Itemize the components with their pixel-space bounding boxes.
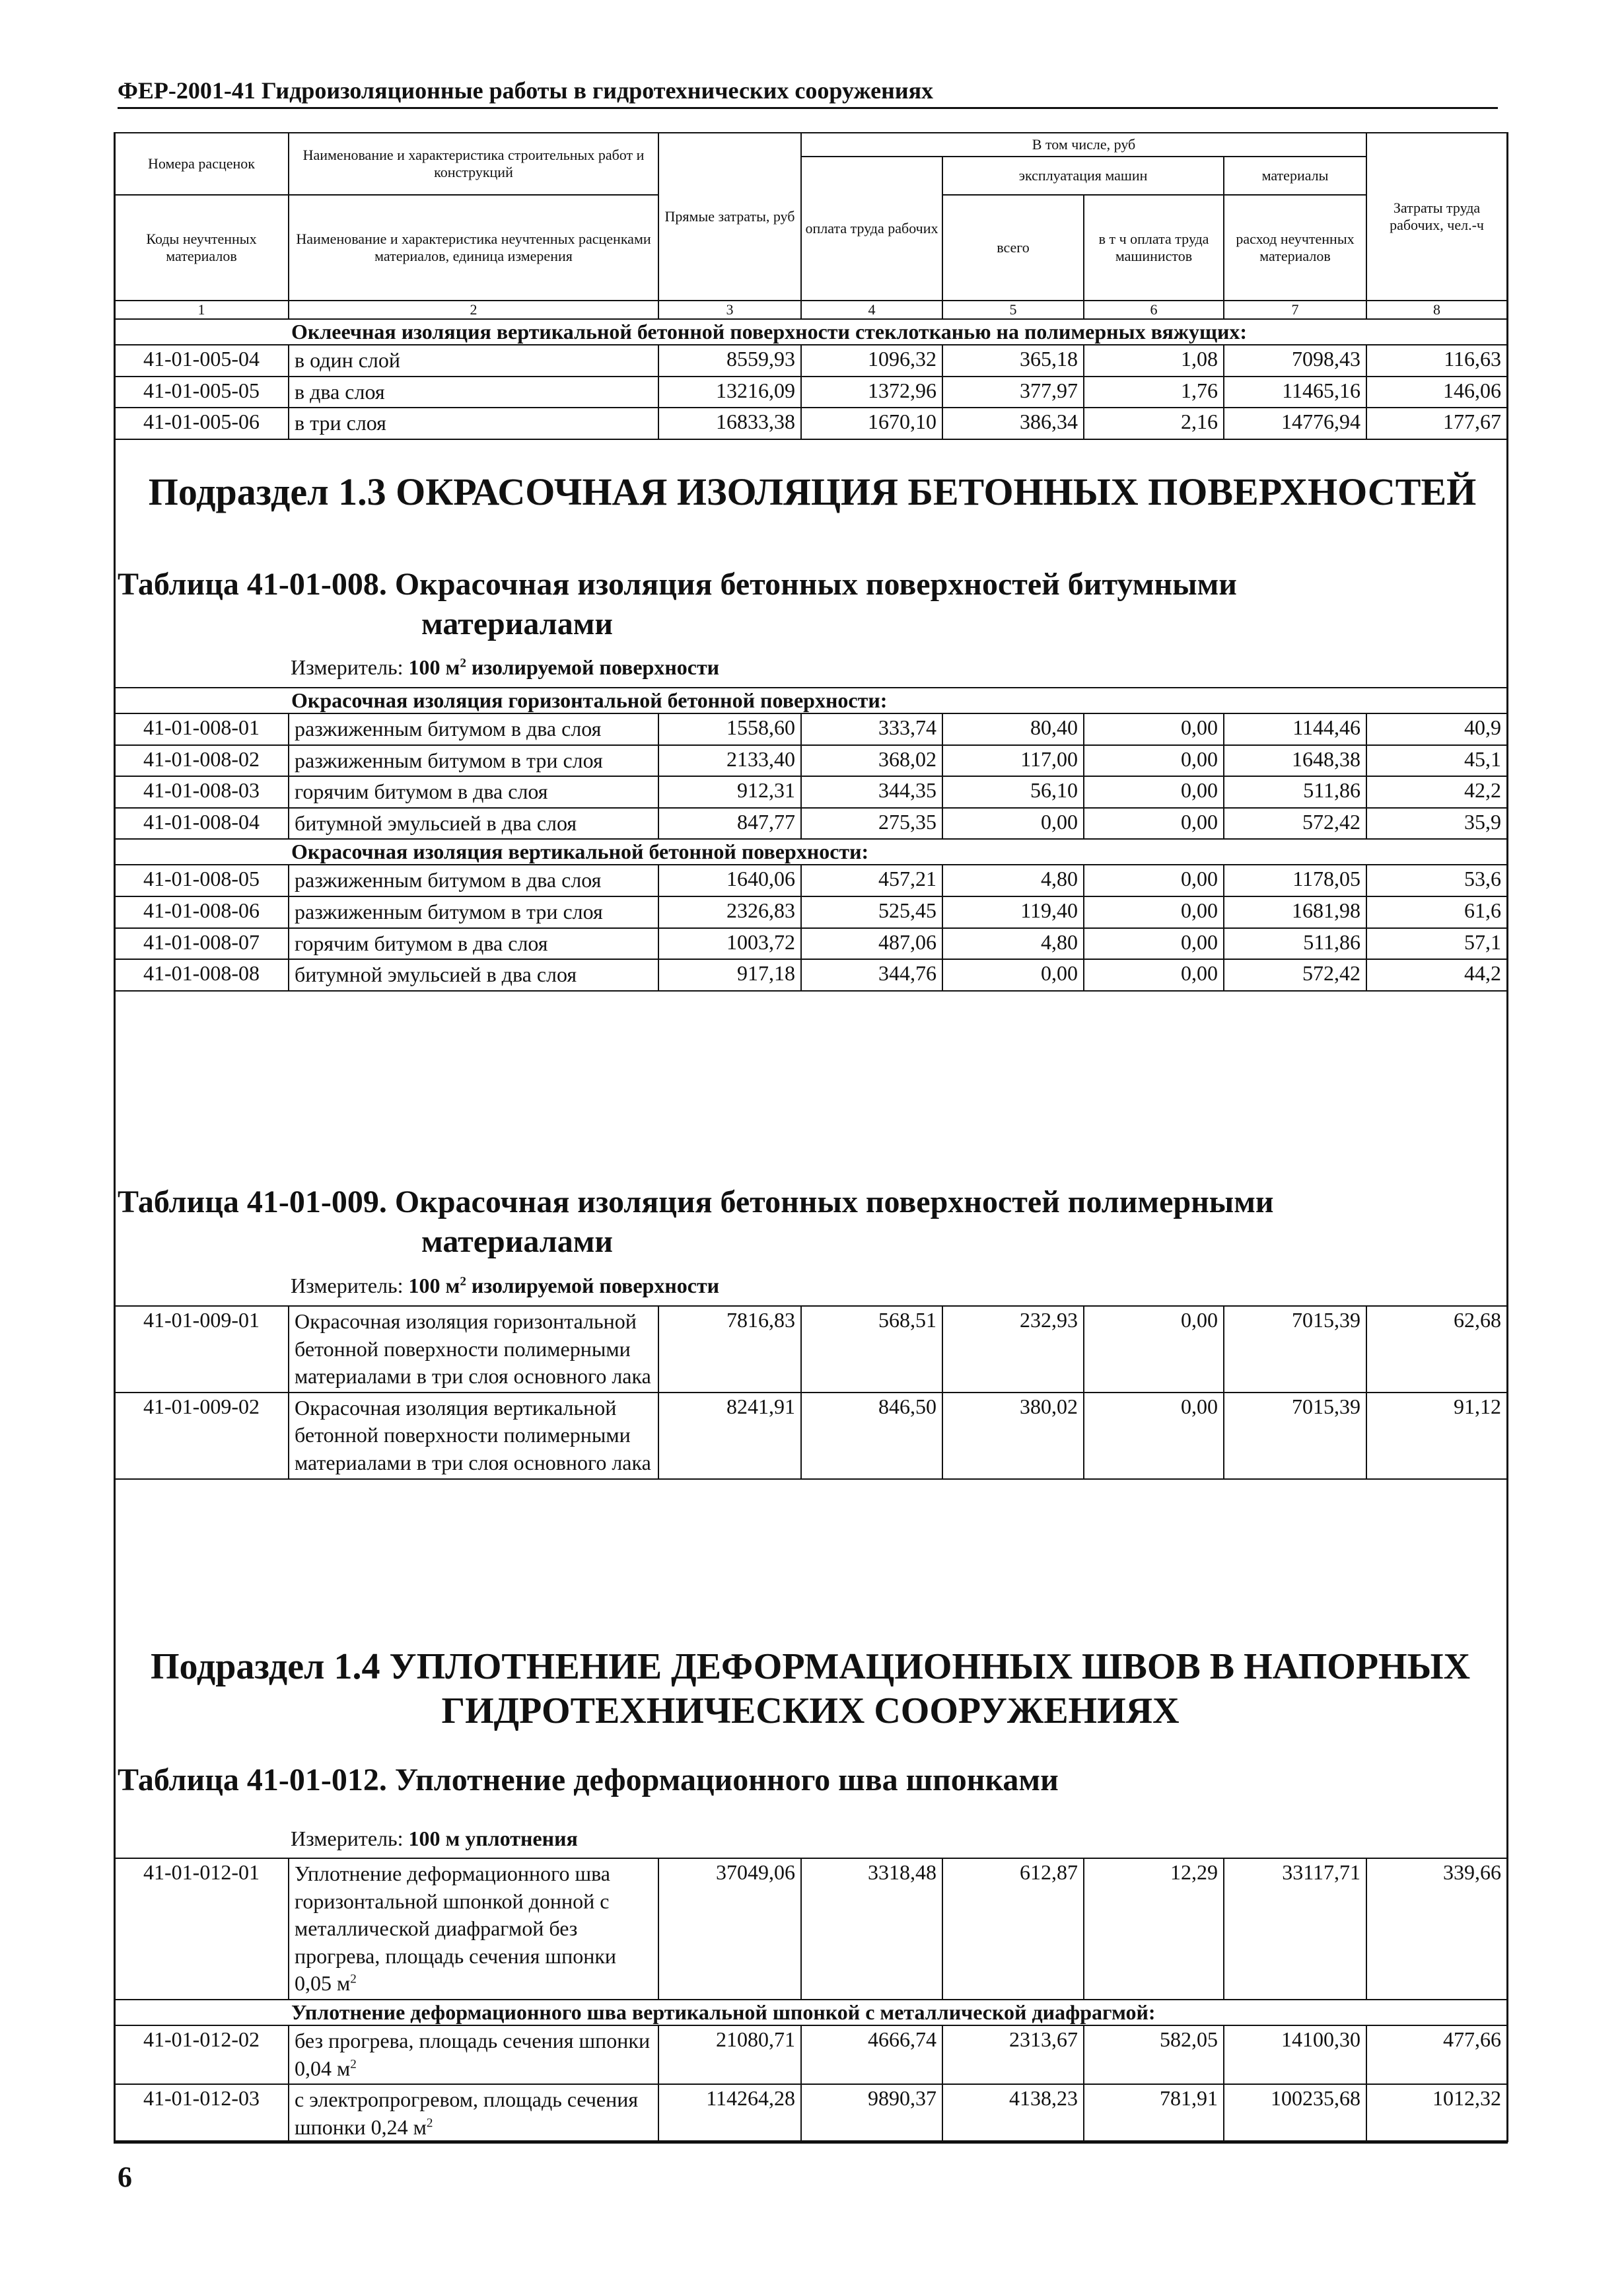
- cell-value: 14100,30: [1224, 2025, 1366, 2084]
- page-number: 6: [118, 2161, 132, 2193]
- cell-value: 0,00: [1084, 1393, 1224, 1479]
- cell-value: 1670,10: [801, 408, 942, 439]
- cell-value: 339,66: [1366, 1858, 1507, 2000]
- table-row: [114, 959, 1507, 991]
- table-row: [114, 1306, 1507, 1393]
- cell-value: 386,34: [942, 408, 1084, 439]
- meter-label: [291, 1827, 578, 1851]
- table-012: [114, 1858, 1508, 2144]
- section-title: Подраздел 1.3 ОКРАСОЧНАЯ ИЗОЛЯЦИЯ БЕТОННЫХ ПОВЕРХНОСТЕЙ: [148, 470, 1477, 513]
- table-row: [114, 776, 1507, 808]
- cell-value: 2313,67: [942, 2025, 1084, 2084]
- cell-value: 62,68: [1366, 1306, 1507, 1393]
- cell-value: 0,00: [1084, 865, 1224, 896]
- cell-value: 91,12: [1366, 1393, 1507, 1479]
- cell-value: 12,29: [1084, 1858, 1224, 2000]
- cell-value: 2133,40: [658, 745, 801, 777]
- column-number: 4: [801, 301, 942, 319]
- col-header-material-names: Наименование и характеристика неучтенных расценками материалов, единица измерения: [289, 195, 658, 301]
- cell-value: 0,00: [1084, 745, 1224, 777]
- cell-value: 275,35: [801, 808, 942, 840]
- rate-name: горячим битумом в два слоя: [289, 928, 658, 960]
- column-number: 6: [1084, 301, 1224, 319]
- cell-value: 917,18: [658, 959, 801, 991]
- column-number: 1: [114, 301, 289, 319]
- rate-code: 41-01-005-05: [114, 377, 289, 408]
- cell-value: 44,2: [1366, 959, 1507, 991]
- col-header-labor: Затраты труда рабочих, чел.-ч: [1366, 133, 1507, 301]
- cell-value: 146,06: [1366, 377, 1507, 408]
- meter-label: [291, 655, 719, 680]
- cell-value: 119,40: [942, 896, 1084, 928]
- cell-value: 56,10: [942, 776, 1084, 808]
- table-row: [114, 928, 1507, 960]
- header-table: [114, 132, 1508, 440]
- cell-value: 365,18: [942, 345, 1084, 377]
- cell-value: 114264,28: [658, 2084, 801, 2143]
- page-header: ФЕР-2001-41 Гидроизоляционные работы в гидротехнических сооружениях: [118, 78, 1498, 109]
- cell-value: 1558,60: [658, 713, 801, 745]
- cell-value: 525,45: [801, 896, 942, 928]
- cell-value: 0,00: [1084, 1306, 1224, 1393]
- cell-value: 7015,39: [1224, 1306, 1366, 1393]
- cell-value: 344,35: [801, 776, 942, 808]
- table-title-line: материалами: [421, 606, 614, 641]
- col-header-material-codes: Коды неучтенных материалов: [114, 195, 289, 301]
- column-numbers-row: [114, 301, 1507, 319]
- cell-value: 0,00: [942, 959, 1084, 991]
- rate-name: в два слоя: [289, 377, 658, 408]
- rate-code: 41-01-012-02: [114, 2025, 289, 2084]
- rate-code: 41-01-008-05: [114, 865, 289, 896]
- rate-name-sup: 2: [350, 1972, 357, 1986]
- rate-code: 41-01-012-01: [114, 1858, 289, 2000]
- rate-name: Окрасочная изоляция вертикальной бетонной поверхности полимерными материалами в три слоя основного лака: [289, 1393, 658, 1479]
- column-number: 2: [289, 301, 658, 319]
- cell-value: 0,00: [1084, 713, 1224, 745]
- cell-value: 3318,48: [801, 1858, 942, 2000]
- cell-value: 380,02: [942, 1393, 1084, 1479]
- rate-name: горячим битумом в два слоя: [289, 776, 658, 808]
- table-row: [114, 345, 1507, 377]
- rate-name: [289, 2025, 658, 2084]
- col-header-worker-pay: оплата труда рабочих: [801, 157, 942, 301]
- column-number: 8: [1366, 301, 1507, 319]
- section-title-line: Подраздел 1.4 УПЛОТНЕНИЕ ДЕФОРМАЦИОННЫХ ШВОВ В НАПОРНЫХ: [150, 1646, 1471, 1687]
- cell-value: 1,76: [1084, 377, 1224, 408]
- table-row: [114, 408, 1507, 439]
- table-row: [114, 2025, 1507, 2084]
- group-heading: Окрасочная изоляция горизонтальной бетонной поверхности:: [289, 688, 1507, 713]
- cell-value: 1144,46: [1224, 713, 1366, 745]
- table-row: [114, 377, 1507, 408]
- cell-value: 57,1: [1366, 928, 1507, 960]
- meter-value: 100 м уплотнения: [408, 1827, 578, 1850]
- cell-value: 35,9: [1366, 808, 1507, 840]
- cell-value: 568,51: [801, 1306, 942, 1393]
- cell-value: 781,91: [1084, 2084, 1224, 2143]
- cell-value: 0,00: [942, 808, 1084, 840]
- rate-name-text: Уплотнение деформационного шва горизонтальной шпонкой донной с металлической диафрагмой без прогрева, площадь сечения шпонки 0,05 м: [295, 1862, 616, 1996]
- rate-code: 41-01-012-03: [114, 2084, 289, 2143]
- table-row: [114, 1393, 1507, 1479]
- rate-name: разжиженным битумом в два слоя: [289, 713, 658, 745]
- cell-value: 344,76: [801, 959, 942, 991]
- cell-value: 9890,37: [801, 2084, 942, 2143]
- cell-value: 1,08: [1084, 345, 1224, 377]
- cell-value: 7816,83: [658, 1306, 801, 1393]
- col-header-incl: В том числе, руб: [801, 133, 1366, 157]
- meter-value: 100 м: [408, 655, 460, 679]
- cell-value: 53,6: [1366, 865, 1507, 896]
- rate-code: 41-01-009-02: [114, 1393, 289, 1479]
- meter-suffix: изолируемой поверхности: [466, 655, 720, 679]
- cell-value: 572,42: [1224, 959, 1366, 991]
- meter-suffix: изолируемой поверхности: [466, 1274, 720, 1297]
- cell-value: 477,66: [1366, 2025, 1507, 2084]
- cell-value: 0,00: [1084, 959, 1224, 991]
- cell-value: 116,63: [1366, 345, 1507, 377]
- col-header-operator-pay: в т ч оплата труда машинистов: [1084, 195, 1224, 301]
- table-009: [114, 1305, 1508, 1480]
- cell-value: 0,00: [1084, 808, 1224, 840]
- col-header-work-name: Наименование и характеристика строительных работ и конструкций: [289, 133, 658, 195]
- group-heading: Окрасочная изоляция вертикальной бетонной поверхности:: [289, 839, 1507, 865]
- cell-value: 42,2: [1366, 776, 1507, 808]
- rate-name: битумной эмульсией в два слоя: [289, 959, 658, 991]
- column-number: 3: [658, 301, 801, 319]
- rate-code: 41-01-009-01: [114, 1306, 289, 1393]
- cell-value: 2,16: [1084, 408, 1224, 439]
- table-title-line: материалами: [421, 1224, 614, 1259]
- column-number: 5: [942, 301, 1084, 319]
- table-title: [118, 565, 1491, 644]
- column-number: 7: [1224, 301, 1366, 319]
- rate-code: 41-01-008-08: [114, 959, 289, 991]
- meter-sup: 2: [460, 1274, 466, 1289]
- cell-value: 1640,06: [658, 865, 801, 896]
- cell-value: 8559,93: [658, 345, 801, 377]
- cell-value: 1012,32: [1366, 2084, 1507, 2143]
- col-header-material-use: расход неучтенных материалов: [1224, 195, 1366, 301]
- table-row: [114, 896, 1507, 928]
- rate-name: разжиженным битумом в два слоя: [289, 865, 658, 896]
- rate-name-text: без прогрева, площадь сечения шпонки 0,04 м: [295, 2028, 651, 2080]
- meter-prefix: Измеритель:: [291, 655, 409, 679]
- col-header-machines: эксплуатация машин: [942, 157, 1224, 195]
- cell-value: 582,05: [1084, 2025, 1224, 2084]
- rate-name: [289, 1858, 658, 2000]
- cell-value: 100235,68: [1224, 2084, 1366, 2143]
- cell-value: 7098,43: [1224, 345, 1366, 377]
- rate-name: Окрасочная изоляция горизонтальной бетонной поверхности полимерными материалами в три слоя основного лака: [289, 1306, 658, 1393]
- table-row: [114, 865, 1507, 896]
- rate-code: 41-01-005-04: [114, 345, 289, 377]
- table-row: [114, 1858, 1507, 2000]
- cell-value: 377,97: [942, 377, 1084, 408]
- cell-value: 117,00: [942, 745, 1084, 777]
- section-title-line: ГИДРОТЕХНИЧЕСКИХ СООРУЖЕНИЯХ: [441, 1690, 1180, 1732]
- rate-code: 41-01-008-06: [114, 896, 289, 928]
- table-row: [114, 713, 1507, 745]
- meter-label: [291, 1274, 719, 1298]
- cell-value: 847,77: [658, 808, 801, 840]
- cell-value: 16833,38: [658, 408, 801, 439]
- rate-code: 41-01-008-02: [114, 745, 289, 777]
- col-header-machines-total: всего: [942, 195, 1084, 301]
- cell-value: 8241,91: [658, 1393, 801, 1479]
- table-row: [114, 808, 1507, 840]
- cell-value: 1096,32: [801, 345, 942, 377]
- cell-value: 846,50: [801, 1393, 942, 1479]
- cell-value: 1372,96: [801, 377, 942, 408]
- cell-value: 14776,94: [1224, 408, 1366, 439]
- rate-code: 41-01-008-04: [114, 808, 289, 840]
- rate-name: битумной эмульсией в два слоя: [289, 808, 658, 840]
- cell-value: 45,1: [1366, 745, 1507, 777]
- cell-value: 11465,16: [1224, 377, 1366, 408]
- cell-value: 7015,39: [1224, 1393, 1366, 1479]
- cell-value: 0,00: [1084, 896, 1224, 928]
- cell-value: 511,86: [1224, 928, 1366, 960]
- rate-name: разжиженным битумом в три слоя: [289, 745, 658, 777]
- meter-prefix: Измеритель:: [291, 1274, 409, 1297]
- cell-value: 40,9: [1366, 713, 1507, 745]
- col-header-rate-numbers: Номера расценок: [114, 133, 289, 195]
- cell-value: 37049,06: [658, 1858, 801, 2000]
- rate-code: 41-01-008-01: [114, 713, 289, 745]
- rate-code: 41-01-008-07: [114, 928, 289, 960]
- cell-value: 511,86: [1224, 776, 1366, 808]
- section-title: [114, 1645, 1507, 1733]
- cell-value: 368,02: [801, 745, 942, 777]
- cell-value: 912,31: [658, 776, 801, 808]
- cell-value: 33117,71: [1224, 1858, 1366, 2000]
- table-title-line: Таблица 41-01-009. Окрасочная изоляция бетонных поверхностей полимерными: [118, 1184, 1274, 1219]
- cell-value: 1178,05: [1224, 865, 1366, 896]
- cell-value: 13216,09: [658, 377, 801, 408]
- cell-value: 1648,38: [1224, 745, 1366, 777]
- cell-value: 572,42: [1224, 808, 1366, 840]
- col-header-materials: материалы: [1224, 157, 1366, 195]
- rate-name: [289, 2084, 658, 2143]
- meter-sup: 2: [460, 656, 466, 670]
- cell-value: 612,87: [942, 1858, 1084, 2000]
- cell-value: 80,40: [942, 713, 1084, 745]
- cell-value: 0,00: [1084, 928, 1224, 960]
- table-row: [114, 745, 1507, 777]
- cell-value: 4666,74: [801, 2025, 942, 2084]
- rate-name-text: с электропрогревом, площадь сечения шпонки 0,24 м: [295, 2087, 639, 2139]
- cell-value: 457,21: [801, 865, 942, 896]
- cell-value: 4,80: [942, 928, 1084, 960]
- cell-value: 177,67: [1366, 408, 1507, 439]
- cell-value: 1003,72: [658, 928, 801, 960]
- cell-value: 4,80: [942, 865, 1084, 896]
- rate-name-sup: 2: [350, 2056, 357, 2071]
- table-008: [114, 687, 1508, 992]
- cell-value: 333,74: [801, 713, 942, 745]
- table-title-line: Таблица 41-01-008. Окрасочная изоляция бетонных поверхностей битумными: [118, 567, 1237, 602]
- rate-name-sup: 2: [426, 2116, 433, 2130]
- meter-value: 100 м: [408, 1274, 460, 1297]
- group-heading: Оклеечная изоляция вертикальной бетонной поверхности стеклотканью на полимерных вяжущих:: [289, 319, 1507, 345]
- rate-name: в один слой: [289, 345, 658, 377]
- cell-value: 0,00: [1084, 776, 1224, 808]
- rate-name: в три слоя: [289, 408, 658, 439]
- rate-name: разжиженным битумом в три слоя: [289, 896, 658, 928]
- table-title: Таблица 41-01-012. Уплотнение деформационного шва шпонками: [118, 1762, 1059, 1797]
- table-row: [114, 2084, 1507, 2143]
- cell-value: 487,06: [801, 928, 942, 960]
- table-title: [118, 1182, 1491, 1262]
- col-header-direct-costs: Прямые затраты, руб: [658, 133, 801, 301]
- cell-value: 4138,23: [942, 2084, 1084, 2143]
- rate-code: 41-01-005-06: [114, 408, 289, 439]
- cell-value: 2326,83: [658, 896, 801, 928]
- cell-value: 232,93: [942, 1306, 1084, 1393]
- cell-value: 21080,71: [658, 2025, 801, 2084]
- rate-code: 41-01-008-03: [114, 776, 289, 808]
- cell-value: 1681,98: [1224, 896, 1366, 928]
- meter-prefix: Измеритель:: [291, 1827, 409, 1850]
- cell-value: 61,6: [1366, 896, 1507, 928]
- group-heading: Уплотнение деформационного шва вертикальной шпонкой с металлической диафрагмой:: [289, 2000, 1507, 2025]
